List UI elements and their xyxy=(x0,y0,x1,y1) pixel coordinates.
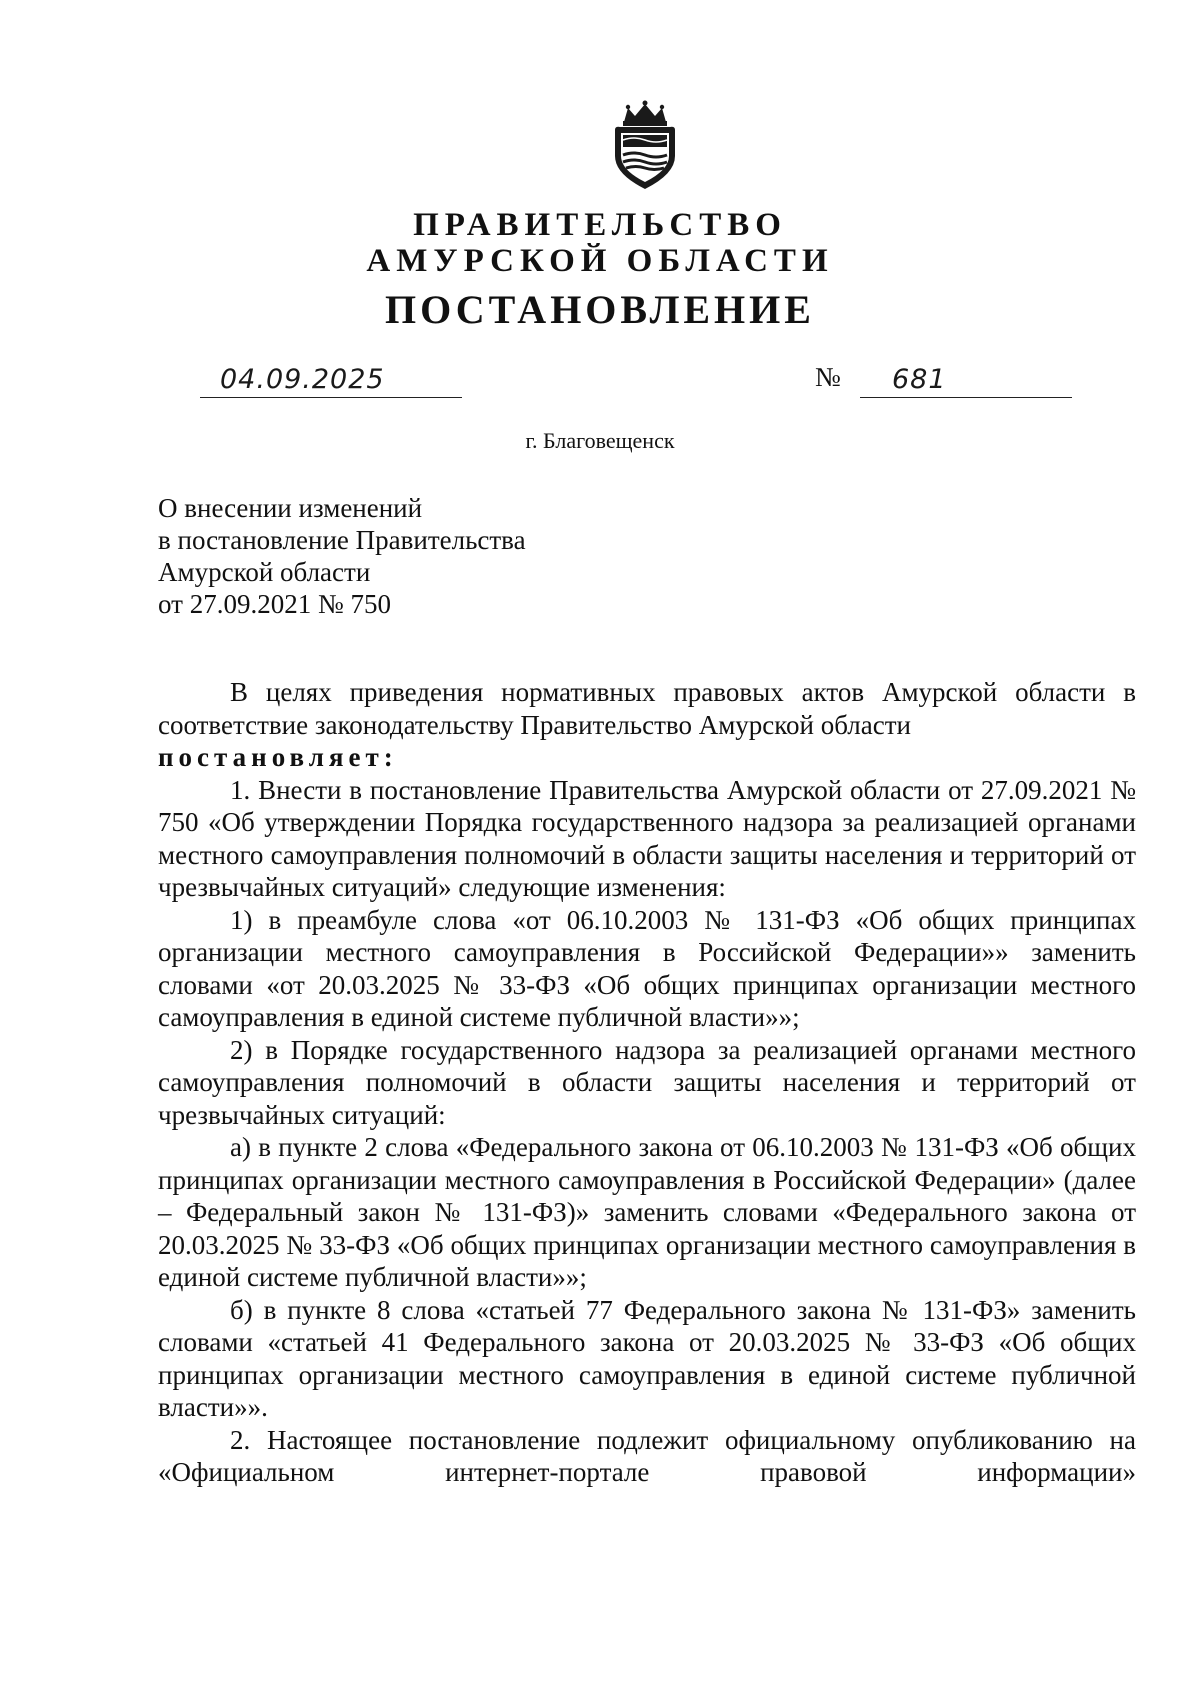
subject-line: О внесении изменений xyxy=(158,493,423,523)
organization-line-1: ПРАВИТЕЛЬСТВО xyxy=(413,207,787,243)
subject-line: Амурской области xyxy=(158,557,371,587)
registration-number-field xyxy=(860,363,1072,398)
item-1-2-b-paragraph: б) в пункте 8 слова «статьей 77 Федерального закона № 131-ФЗ» заменить словами «статьей 41 Федерального закона от 20.03.2025 № 33-ФЗ «Об общих принципах организации местного самоуправления в единой системе публичной власти»». xyxy=(158,1294,1136,1422)
preamble-paragraph: В целях приведения нормативных правовых актов Амурской области в соответствие законодательству Правительство Амурской области xyxy=(158,677,1136,740)
city-name: г. Благовещенск xyxy=(525,428,675,453)
organization-line-2: АМУРСКОЙ ОБЛАСТИ xyxy=(366,243,834,279)
registration-number: 681 xyxy=(892,364,947,395)
decree-word xyxy=(158,741,1136,774)
item-1-2-paragraph: 2) в Порядке государственного надзора за реализацией органами местного самоуправления полномочий в области защиты населения и территорий от чрезвычайных ситуаций: xyxy=(158,1034,1136,1130)
number-sign: № xyxy=(815,362,841,392)
document-subject xyxy=(158,492,526,620)
decree-word-text: постановляет: xyxy=(158,742,398,772)
subject-line: от 27.09.2021 № 750 xyxy=(158,589,391,619)
subject-line: в постановление Правительства xyxy=(158,525,526,555)
document-type-title: ПОСТАНОВЛЕНИЕ xyxy=(385,287,815,332)
document-body xyxy=(158,676,1136,1489)
item-1-1-paragraph: 1) в преамбуле слова «от 06.10.2003 № 131-ФЗ «Об общих принципах организации местного самоуправления в Российской Федерации»» заменить словами «от 20.03.2025 № 33-ФЗ «Об общих принципах организации местного самоуправления в единой системе публичной власти»»; xyxy=(158,904,1136,1032)
item-1-paragraph: 1. Внести в постановление Правительства Амурской области от 27.09.2021 № 750 «Об утверждении Порядка государственного надзора за реализацией органами местного самоуправления полномочий в области защиты населения и территорий от чрезвычайных ситуаций» следующие изменения: xyxy=(158,774,1136,902)
registration-date: 04.09.2025 xyxy=(220,364,385,395)
coat-of-arms-emblem xyxy=(612,100,678,192)
item-2-paragraph: 2. Настоящее постановление подлежит официальному опубликованию на «Официальном интернет-портале правовой информации» xyxy=(158,1424,1136,1487)
item-1-2-a-paragraph: а) в пункте 2 слова «Федерального закона от 06.10.2003 № 131-ФЗ «Об общих принципах организации местного самоуправления в Российской Федерации» (далее – Федеральный закон № 131-ФЗ)» заменить словами «Федерального закона от 20.03.2025 № 33-ФЗ «Об общих принципах организации местного самоуправления в единой системе публичной власти»»; xyxy=(158,1132,1136,1292)
registration-date-field xyxy=(200,363,462,398)
